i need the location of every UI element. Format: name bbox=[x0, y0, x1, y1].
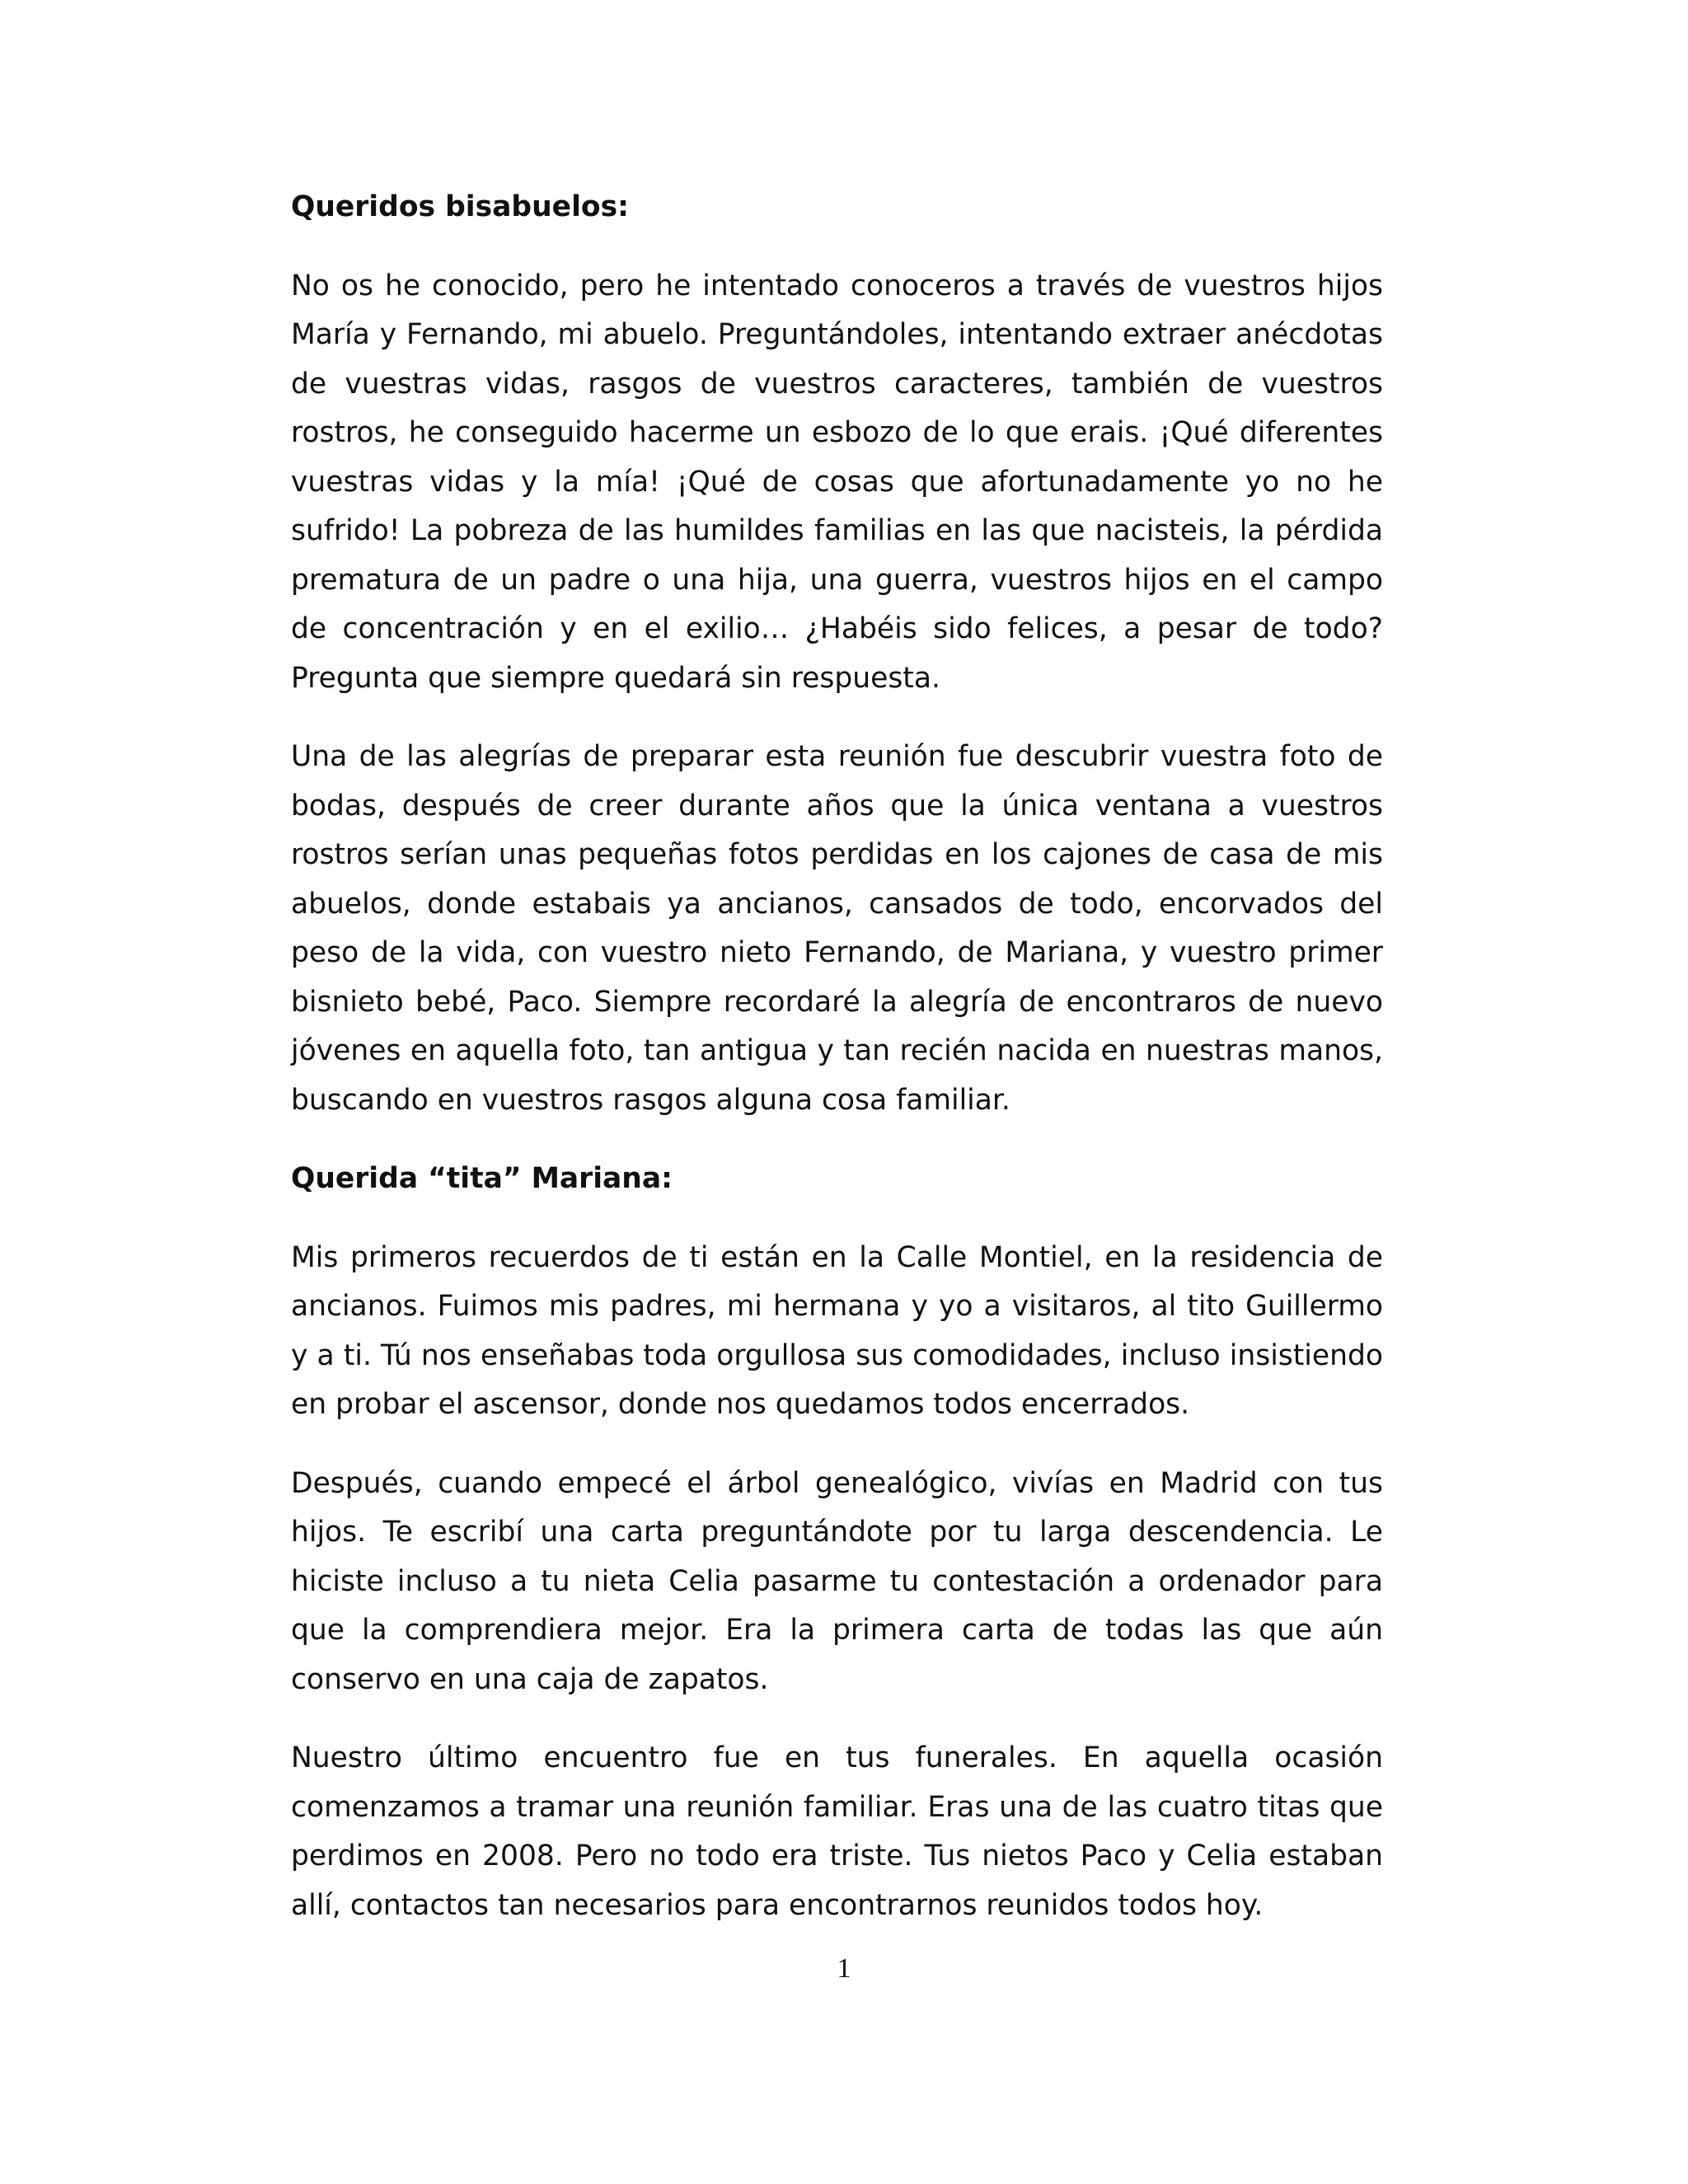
paragraph: Nuestro último encuentro fue en tus funerales. En aquella ocasión comenzamos a tramar una reunión familiar. Eras una de las cuatro titas que perdimos en 2008. Pero no todo era triste. Tus nietos Paco y Celia estaban allí, contactos tan necesarios para encontrarnos reunidos todos hoy. bbox=[291, 1741, 1383, 1922]
section-heading-bisabuelos: Queridos bisabuelos: bbox=[291, 190, 629, 223]
paragraph: No os he conocido, pero he intentado conoceros a través de vuestros hijos María y Fernando, mi abuelo. Preguntándoles, intentando extraer anécdotas de vuestras vidas, rasgos de vuestros caracteres, también de vuestros rostros, he conseguido hacerme un esbozo de lo que erais. ¡Qué diferentes vuestras vidas y la mía! ¡Qué de cosas que afortunadamente yo no he sufrido! La pobreza de las humildes familias en las que nacisteis, la pérdida prematura de un padre o una hija, una guerra, vuestros hijos en el campo de concentración y en el exilio… ¿Habéis sido felices, a pesar de todo? Pregunta que siempre quedará sin respuesta. bbox=[291, 269, 1383, 695]
section-heading-mariana: Querida “tita” Mariana: bbox=[291, 1162, 673, 1195]
document-body bbox=[291, 183, 1383, 1930]
paragraph: Una de las alegrías de preparar esta reunión fue descubrir vuestra foto de bodas, después de creer durante años que la única ventana a vuestros rostros serían unas pequeñas fotos perdidas en los cajones de casa de mis abuelos, donde estabais ya ancianos, cansados de todo, encorvados del peso de la vida, con vuestro nieto Fernando, de Mariana, y vuestro primer bisnieto bebé, Paco. Siempre recordaré la alegría de encontraros de nuevo jóvenes en aquella foto, tan antigua y tan recién nacida en nuestras manos, buscando en vuestros rasgos alguna cosa familiar. bbox=[291, 740, 1383, 1117]
paragraph: Después, cuando empecé el árbol genealógico, vivías en Madrid con tus hijos. Te escribí una carta preguntándote por tu larga descendencia. Le hiciste incluso a tu nieta Celia pasarme tu contestación a ordenador para que la comprendiera mejor. Era la primera carta de todas las que aún conservo en una caja de zapatos. bbox=[291, 1466, 1383, 1696]
page-number: 1 bbox=[837, 1953, 851, 1984]
paragraph: Mis primeros recuerdos de ti están en la Calle Montiel, en la residencia de ancianos. Fuimos mis padres, mi hermana y yo a visitaros, al tito Guillermo y a ti. Tú nos enseñabas toda orgullosa sus comodidades, incluso insistiendo en probar el ascensor, donde nos quedamos todos encerrados. bbox=[291, 1240, 1383, 1421]
